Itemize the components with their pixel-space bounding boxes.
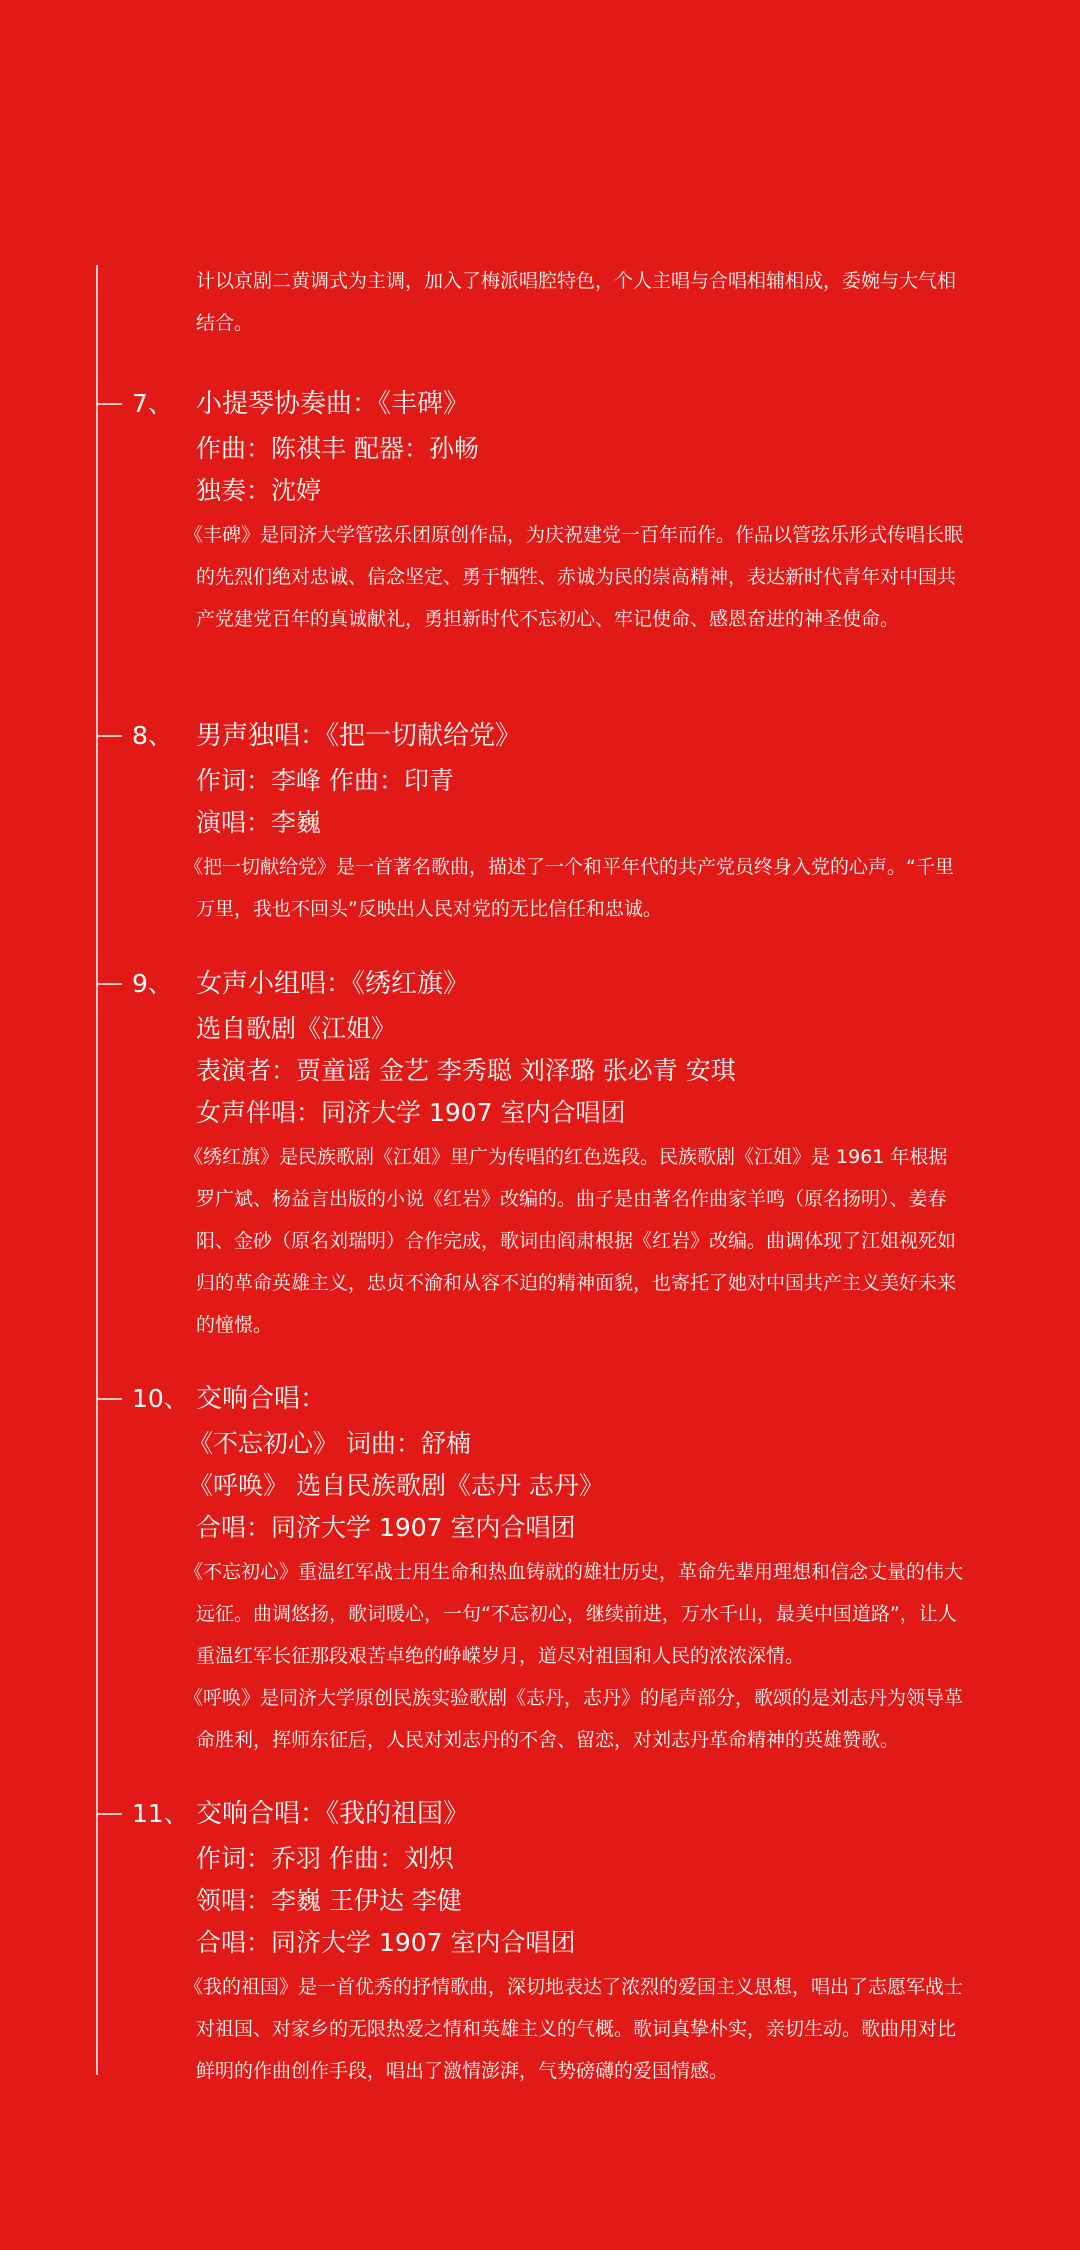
item-credit: 选自歌剧《江姐》 — [196, 1014, 397, 1043]
item-title: 小提琴协奏曲：《丰碑》 — [196, 389, 470, 419]
item-credit: 演唱：李巍 — [196, 808, 322, 837]
item-title: 男声独唱：《把一切献给党》 — [196, 721, 522, 751]
item-credit: 领唱：李巍 王伊达 李健 — [196, 1886, 462, 1915]
item-title: 交响合唱：《我的祖国》 — [196, 1799, 470, 1829]
item-credit: 作词：李峰 作曲：印青 — [196, 766, 454, 795]
item-credit: 女声伴唱：同济大学 1907 室内合唱团 — [196, 1098, 626, 1127]
program-item-10 — [96, 1375, 996, 1761]
item-description: 《把一切献给党》是一首著名歌曲，描述了一个和平年代的共产党员终身入党的心声。“千里万里，我也不回头”反映出人民对党的无比信任和忠诚。 — [184, 856, 954, 920]
item-description: 《丰碑》是同济大学管弦乐团原创作品，为庆祝建党一百年而作。作品以管弦乐形式传唱长眠的先烈们绝对忠诚、信念坚定、勇于牺牲、赤诚为民的崇高精神，表达新时代青年对中国共产党建党百年的真诚献礼，勇担新时代不忘初心、牢记使命、感恩奋进的神圣使命。 — [184, 524, 964, 630]
item-credit: 合唱：同济大学 1907 室内合唱团 — [196, 1928, 576, 1957]
program-item-8 — [96, 712, 996, 930]
item-number: 10、 — [132, 1384, 189, 1413]
item-number: 9、 — [132, 969, 173, 998]
item-description: 《呼唤》是同济大学原创民族实验歌剧《志丹，志丹》的尾声部分，歌颂的是刘志丹为领导革命胜利，挥师东征后，人民对刘志丹的不舍、留恋，对刘志丹革命精神的英雄赞歌。 — [184, 1687, 964, 1751]
item-credit: 独奏：沈婷 — [196, 476, 322, 505]
item-credit: 合唱：同济大学 1907 室内合唱团 — [196, 1513, 576, 1542]
program-item-11 — [96, 1790, 996, 2092]
item-number: 11、 — [132, 1799, 189, 1828]
program-item-9 — [96, 960, 996, 1346]
item-number: 8、 — [132, 721, 173, 750]
item-credit: 作词：乔羽 作曲：刘炽 — [196, 1844, 454, 1873]
item-title: 交响合唱： — [196, 1384, 327, 1414]
item-credit: 作曲：陈祺丰 配器：孙畅 — [196, 434, 479, 463]
item-number: 7、 — [132, 389, 173, 418]
item-credit: 《不忘初心》 词曲：舒楠 — [188, 1429, 471, 1458]
item-description: 《绣红旗》是民族歌剧《江姐》里广为传唱的红色选段。民族歌剧《江姐》是 1961 年根据罗广斌、杨益言出版的小说《红岩》改编的。曲子是由著名作曲家羊鸣（原名扬明）、姜春阳、金砂（原名刘瑞明）合作完成，歌词由阎肃根据《红岩》改编。曲调体现了江姐视死如归的革命英雄主义，忠贞不渝和从容不迫的精神面貌，也寄托了她对中国共产主义美好未来的憧憬。 — [184, 1146, 957, 1336]
program-item-7 — [96, 380, 996, 640]
item-credit: 《呼唤》 选自民族歌剧《志丹 志丹》 — [188, 1471, 604, 1500]
intro-paragraph: 计以京剧二黄调式为主调，加入了梅派唱腔特色，个人主唱与合唱相辅相成，委婉与大气相结合。 — [196, 270, 957, 334]
item-description: 《我的祖国》是一首优秀的抒情歌曲，深切地表达了浓烈的爱国主义思想，唱出了志愿军战士对祖国、对家乡的无限热爱之情和英雄主义的气概。歌词真挚朴实，亲切生动。歌曲用对比鲜明的作曲创作手段，唱出了激情澎湃，气势磅礴的爱国情感。 — [184, 1976, 964, 2082]
item-description: 《不忘初心》重温红军战士用生命和热血铸就的雄壮历史，革命先辈用理想和信念丈量的伟大远征。曲调悠扬，歌词暖心，一句“不忘初心，继续前进，万水千山，最美中国道路”，让人重温红军长征那段艰苦卓绝的峥嵘岁月，道尽对祖国和人民的浓浓深情。 — [184, 1561, 964, 1667]
item-credit: 表演者：贾童谣 金艺 李秀聪 刘泽璐 张必青 安琪 — [196, 1056, 736, 1085]
item-title: 女声小组唱：《绣红旗》 — [196, 969, 470, 999]
